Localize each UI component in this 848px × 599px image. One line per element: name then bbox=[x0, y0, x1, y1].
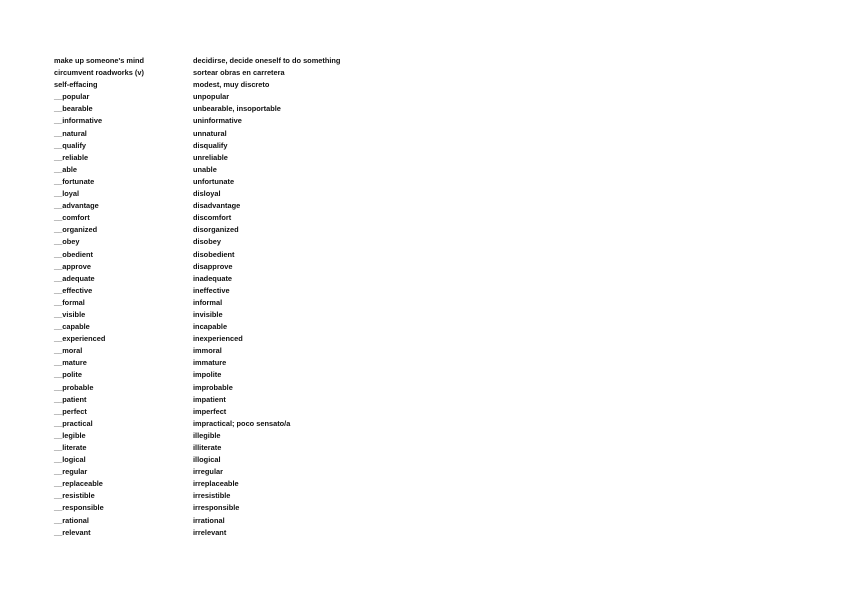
vocabulary-table bbox=[54, 55, 393, 539]
vocabulary-term: __patient bbox=[54, 394, 87, 404]
vocabulary-row bbox=[54, 140, 393, 152]
vocabulary-meaning: disloyal bbox=[193, 189, 221, 199]
vocabulary-row bbox=[54, 527, 393, 539]
vocabulary-term: __resistible bbox=[54, 491, 95, 501]
vocabulary-term: __replaceable bbox=[54, 479, 103, 489]
vocabulary-meaning: illiterate bbox=[193, 443, 222, 452]
vocabulary-row bbox=[54, 152, 393, 164]
vocabulary-meaning: disobey bbox=[193, 237, 221, 247]
vocabulary-meaning: incapable bbox=[193, 322, 228, 332]
vocabulary-term: __obey bbox=[54, 237, 80, 247]
vocabulary-row bbox=[54, 369, 393, 381]
vocabulary-row bbox=[54, 91, 393, 103]
vocabulary-term: make up someone's mind bbox=[54, 56, 145, 65]
vocabulary-row bbox=[54, 333, 393, 345]
vocabulary-meaning: unpopular bbox=[193, 92, 230, 102]
vocabulary-term: __approve bbox=[54, 261, 91, 271]
vocabulary-meaning: disapprove bbox=[193, 261, 233, 271]
vocabulary-row bbox=[54, 430, 393, 442]
vocabulary-term: __qualify bbox=[54, 140, 87, 150]
vocabulary-row bbox=[54, 115, 393, 127]
vocabulary-row bbox=[54, 176, 393, 188]
vocabulary-term: __rational bbox=[54, 515, 89, 525]
vocabulary-term: __effective bbox=[54, 285, 93, 295]
vocabulary-row bbox=[54, 67, 393, 79]
vocabulary-row bbox=[54, 454, 393, 466]
vocabulary-term: __legible bbox=[54, 430, 86, 440]
vocabulary-term: __practical bbox=[54, 418, 93, 428]
vocabulary-term: __fortunate bbox=[54, 176, 95, 186]
vocabulary-row bbox=[54, 478, 393, 490]
vocabulary-row bbox=[54, 394, 393, 406]
vocabulary-meaning: impatient bbox=[193, 394, 226, 404]
vocabulary-row bbox=[54, 164, 393, 176]
vocabulary-row bbox=[54, 502, 393, 514]
vocabulary-meaning: irreplaceable bbox=[193, 479, 239, 489]
vocabulary-row bbox=[54, 357, 393, 369]
vocabulary-term: __organized bbox=[54, 225, 98, 235]
vocabulary-meaning: imperfect bbox=[193, 406, 227, 416]
vocabulary-meaning: irrational bbox=[193, 515, 225, 525]
vocabulary-row bbox=[54, 224, 393, 236]
vocabulary-term: __natural bbox=[54, 128, 87, 138]
vocabulary-meaning: unnatural bbox=[193, 128, 227, 138]
vocabulary-row bbox=[54, 236, 393, 248]
vocabulary-row bbox=[54, 466, 393, 478]
vocabulary-meaning: impractical; poco sensato/a bbox=[193, 418, 291, 428]
vocabulary-term: __reliable bbox=[54, 152, 89, 162]
vocabulary-row bbox=[54, 261, 393, 273]
vocabulary-term: __able bbox=[54, 164, 78, 174]
vocabulary-row bbox=[54, 297, 393, 309]
vocabulary-term: __formal bbox=[54, 297, 85, 307]
vocabulary-term: __obedient bbox=[54, 249, 94, 259]
vocabulary-meaning: irresponsible bbox=[193, 503, 240, 513]
vocabulary-row bbox=[54, 515, 393, 527]
vocabulary-term: __responsible bbox=[54, 503, 104, 513]
vocabulary-term: __informative bbox=[54, 116, 103, 126]
vocabulary-meaning: ineffective bbox=[193, 285, 230, 295]
vocabulary-meaning: improbable bbox=[193, 382, 233, 392]
vocabulary-row bbox=[54, 321, 393, 333]
vocabulary-meaning: inexperienced bbox=[193, 334, 243, 344]
vocabulary-row bbox=[54, 212, 393, 224]
vocabulary-meaning: irrelevant bbox=[193, 527, 227, 537]
vocabulary-term: __relevant bbox=[54, 527, 91, 537]
vocabulary-row bbox=[54, 285, 393, 297]
vocabulary-term: __capable bbox=[54, 322, 90, 332]
vocabulary-row bbox=[54, 442, 393, 454]
vocabulary-meaning: modest, muy discreto bbox=[193, 80, 270, 90]
vocabulary-term: __bearable bbox=[54, 104, 93, 114]
vocabulary-meaning: immature bbox=[193, 358, 227, 368]
vocabulary-term: __popular bbox=[54, 92, 90, 102]
vocabulary-term: __regular bbox=[54, 467, 88, 477]
vocabulary-row bbox=[54, 418, 393, 430]
vocabulary-meaning: discomfort bbox=[193, 213, 232, 223]
vocabulary-meaning: disadvantage bbox=[193, 201, 241, 211]
vocabulary-meaning: unreliable bbox=[193, 152, 228, 162]
vocabulary-term: __probable bbox=[54, 382, 94, 392]
vocabulary-term: __visible bbox=[54, 309, 86, 319]
vocabulary-meaning: inadequate bbox=[193, 273, 233, 283]
vocabulary-term: __polite bbox=[54, 370, 82, 380]
vocabulary-term: __comfort bbox=[54, 213, 90, 223]
vocabulary-meaning: sortear obras en carretera bbox=[193, 68, 285, 78]
vocabulary-meaning: unbearable, insoportable bbox=[193, 104, 281, 114]
vocabulary-meaning: decidirse, decide oneself to do something bbox=[193, 56, 341, 65]
vocabulary-meaning: informal bbox=[193, 297, 223, 307]
vocabulary-meaning: disorganized bbox=[193, 225, 239, 235]
vocabulary-meaning: disqualify bbox=[193, 140, 228, 150]
vocabulary-term: __advantage bbox=[54, 201, 99, 211]
vocabulary-term: circumvent roadworks (v) bbox=[54, 68, 144, 78]
vocabulary-row bbox=[54, 103, 393, 115]
vocabulary-meaning: impolite bbox=[193, 370, 222, 380]
vocabulary-term: __loyal bbox=[54, 189, 80, 199]
vocabulary-meaning: irresistible bbox=[193, 491, 231, 501]
vocabulary-row bbox=[54, 200, 393, 212]
vocabulary-term: __mature bbox=[54, 358, 87, 368]
vocabulary-row bbox=[54, 55, 393, 67]
vocabulary-meaning: invisible bbox=[193, 309, 223, 319]
vocabulary-term: __literate bbox=[54, 443, 87, 452]
vocabulary-term: __moral bbox=[54, 346, 83, 356]
vocabulary-row bbox=[54, 490, 393, 502]
vocabulary-table-body bbox=[54, 55, 393, 539]
vocabulary-row bbox=[54, 273, 393, 285]
vocabulary-meaning: disobedient bbox=[193, 249, 235, 259]
vocabulary-meaning: irregular bbox=[193, 467, 223, 477]
vocabulary-term: __logical bbox=[54, 455, 86, 465]
vocabulary-meaning: immoral bbox=[193, 346, 222, 356]
vocabulary-row bbox=[54, 345, 393, 357]
vocabulary-meaning: illogical bbox=[193, 455, 221, 465]
vocabulary-term: __adequate bbox=[54, 273, 95, 283]
vocabulary-meaning: illegible bbox=[193, 430, 221, 440]
vocabulary-meaning: uninformative bbox=[193, 116, 242, 126]
vocabulary-row bbox=[54, 309, 393, 321]
vocabulary-row bbox=[54, 382, 393, 394]
vocabulary-row bbox=[54, 249, 393, 261]
vocabulary-term: __perfect bbox=[54, 406, 87, 416]
vocabulary-term: __experienced bbox=[54, 334, 106, 344]
vocabulary-row bbox=[54, 128, 393, 140]
vocabulary-meaning: unfortunate bbox=[193, 176, 235, 186]
vocabulary-row bbox=[54, 188, 393, 200]
vocabulary-row bbox=[54, 79, 393, 91]
vocabulary-row bbox=[54, 406, 393, 418]
vocabulary-term: self-effacing bbox=[54, 80, 98, 90]
vocabulary-meaning: unable bbox=[193, 164, 217, 174]
